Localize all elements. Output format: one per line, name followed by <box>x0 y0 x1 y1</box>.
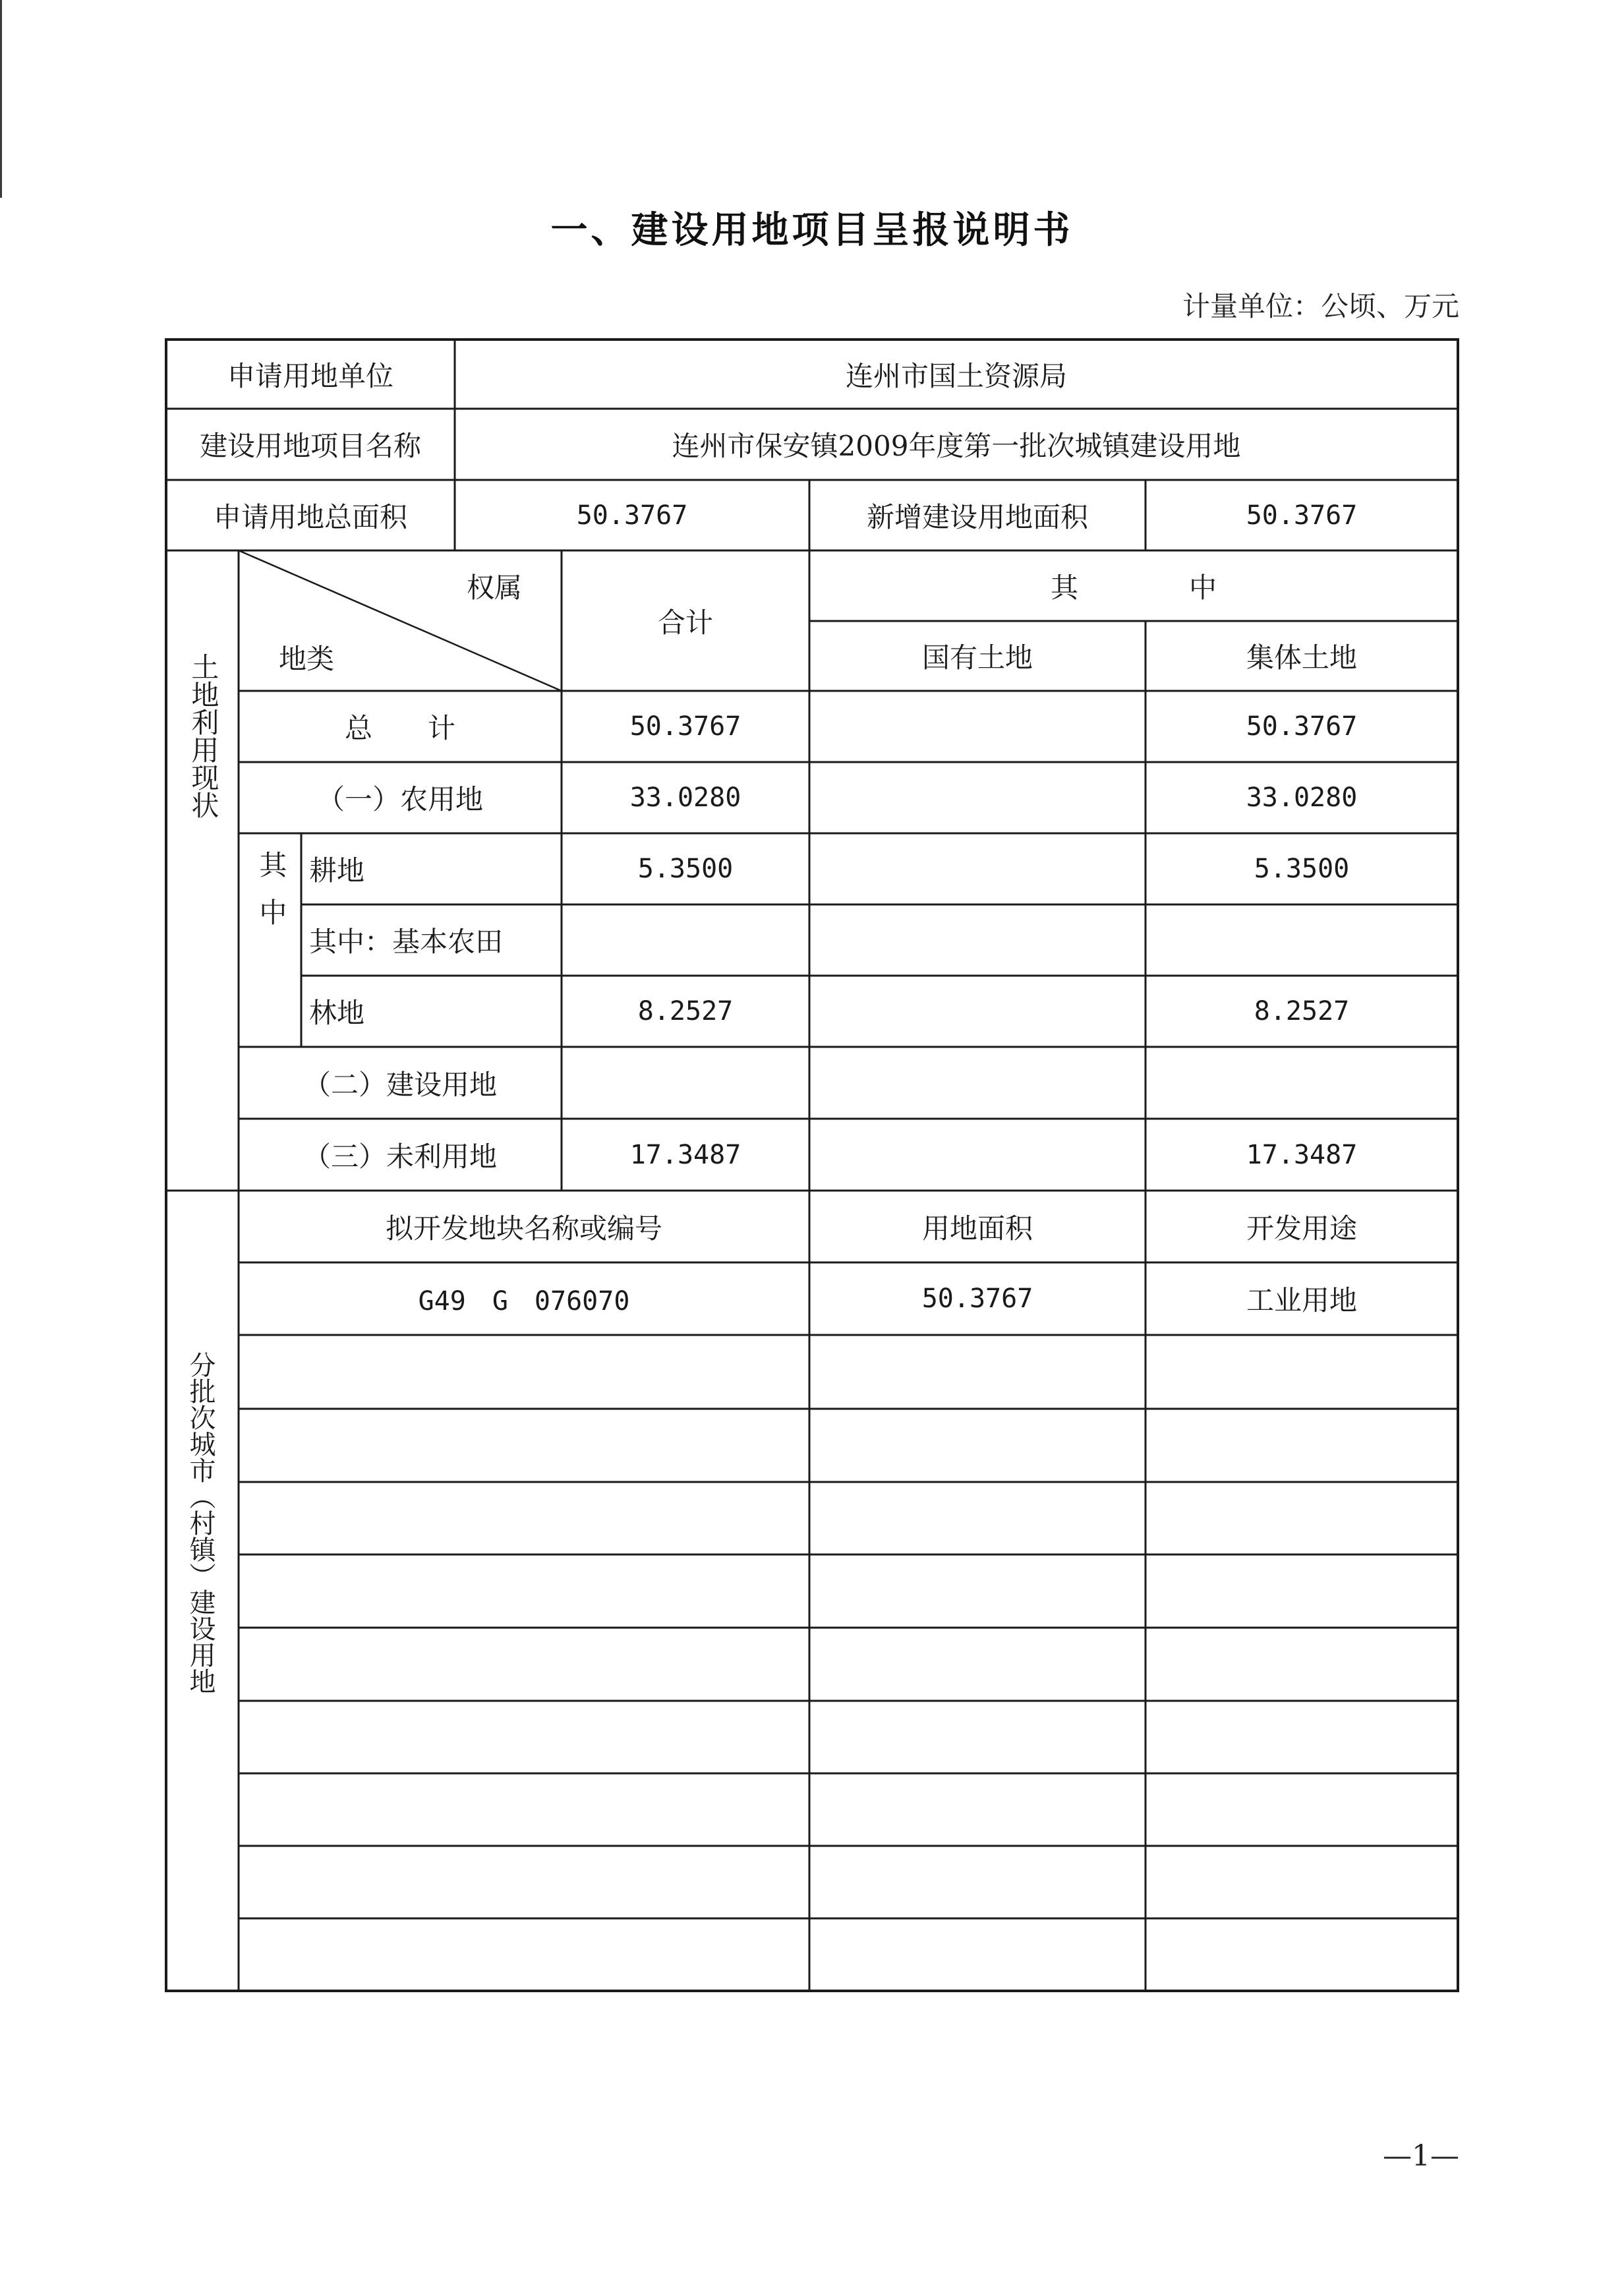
row-grand-total-collective: 50.3767 <box>1246 711 1358 742</box>
col-of-which-header: 其 中 <box>1050 571 1217 604</box>
applicant-value: 连州市国土资源局 <box>845 359 1067 392</box>
row-cultivated-collective: 5.3500 <box>1254 854 1350 884</box>
row-basic-farmland-state <box>809 904 1146 976</box>
col-use-header: 开发用途 <box>1246 1212 1357 1245</box>
sub-of-which-label: 其中 <box>255 850 288 945</box>
parcel-use: 工业用地 <box>1246 1284 1357 1316</box>
applicant-label: 申请用地单位 <box>227 359 393 392</box>
new-area-value: 50.3767 <box>1246 500 1358 531</box>
row-basic-farmland-label: 其中：基本农田 <box>309 926 504 958</box>
project-name-value: 连州市保安镇2009年度第一批次城镇建设用地 <box>672 430 1241 462</box>
row-agri-collective: 33.0280 <box>1246 783 1358 813</box>
row-agri-total: 33.0280 <box>629 783 741 813</box>
col-total-header: 合计 <box>657 606 713 639</box>
row-forest-label: 林地 <box>309 997 365 1029</box>
row-unused-state <box>809 1119 1146 1191</box>
col-state-header: 国有土地 <box>921 641 1033 674</box>
land-status-section-label: 土地利用现状 <box>187 653 220 819</box>
row-grand-total-total: 50.3767 <box>629 711 741 742</box>
document-title: 一、建设用地项目呈报说明书 <box>550 209 1074 252</box>
row-grand-total-state <box>809 691 1146 762</box>
row-basic-farmland-collective <box>1146 904 1458 976</box>
row-unused-total: 17.3487 <box>629 1139 741 1170</box>
diag-header-ownership: 权属 <box>466 572 522 604</box>
batch-section-label: 分批次城市（村镇）建设用地 <box>185 1351 216 1694</box>
row-basic-farmland-total <box>562 904 809 976</box>
row-construction-state <box>809 1047 1146 1119</box>
row-forest-total: 8.2527 <box>637 996 734 1026</box>
row-agri-label: （一）农用地 <box>316 783 483 815</box>
new-area-label: 新增建设用地面积 <box>866 500 1088 533</box>
row-grand-total-label: 总 计 <box>344 712 455 744</box>
parcel-code: G49 G 076070 <box>418 1286 630 1316</box>
col-parcel-header: 拟开发地块名称或编号 <box>385 1212 662 1245</box>
row-unused-label: （三）未利用地 <box>303 1140 497 1173</box>
row-unused-collective: 17.3487 <box>1246 1139 1358 1170</box>
unit-note: 计量单位：公顷、万元 <box>1182 290 1459 322</box>
row-construction-label: （二）建设用地 <box>303 1068 497 1101</box>
page-number: —1— <box>1383 2139 1459 2173</box>
row-cultivated-total: 5.3500 <box>637 854 734 884</box>
row-agri-state <box>809 762 1146 833</box>
row-forest-collective: 8.2527 <box>1254 996 1350 1026</box>
diag-header-landtype: 地类 <box>278 643 334 675</box>
row-cultivated-label: 耕地 <box>309 854 365 887</box>
col-area-header: 用地面积 <box>921 1212 1033 1245</box>
project-name-label: 建设用地项目名称 <box>199 430 421 462</box>
parcel-area: 50.3767 <box>921 1284 1033 1314</box>
total-area-label: 申请用地总面积 <box>213 500 407 533</box>
row-cultivated-state <box>809 833 1146 904</box>
col-collective-header: 集体土地 <box>1246 641 1357 674</box>
row-construction-total <box>562 1047 809 1119</box>
total-area-value: 50.3767 <box>576 500 688 531</box>
row-forest-state <box>809 976 1146 1047</box>
row-construction-collective <box>1146 1047 1458 1119</box>
